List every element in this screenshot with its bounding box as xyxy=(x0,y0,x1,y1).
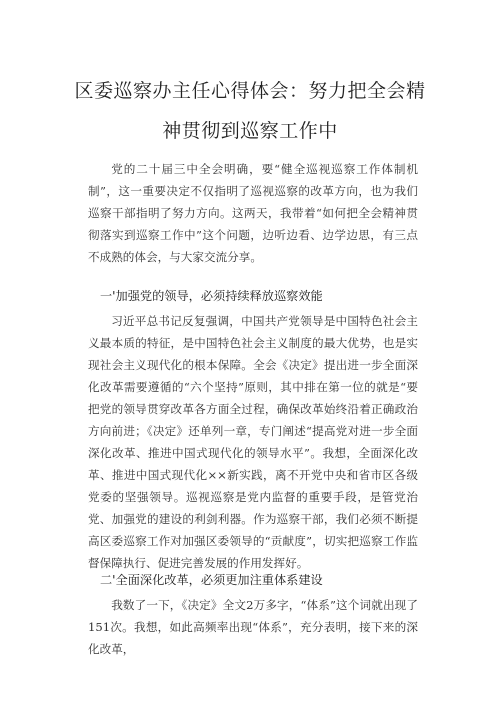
section-heading-1: 一'加强党的领导，必须持续释放巡察效能 xyxy=(100,289,323,303)
paragraph-section-2: 我数了一下，《决定》全文2万多字，“体系”这个词就出现了151次。我想，如此高频率出现“体系”，充分表明，接下来的深化改革， xyxy=(88,598,418,656)
document-title-line-2: 神贯彻到巡察工作中 xyxy=(162,120,338,142)
paragraph-section-1: 习近平总书记反复强调，中国共产党领导是中国特色社会主义最本质的特征，是中国特色社会主义制度的最大优势，也是实现社会主义现代化的根本保障。全会《决定》提出进一步全面深化改革需要遵循的“六个坚持”原则，其中排在第一位的就是“要把党的领导贯穿改革各方面全过程，确保改革始终沿着正确政治方向前进；《决定》还单列一章，专门阐述“提高党对进一步全面深化改革、推进中国式现代化的领导水平”。我想，全面深化改革、推进中国式现代化××新实践，离不开党中央和省市区各级党委的坚强领导。巡视巡察是党内监督的重要手段，是管党治党、加强党的建设的利剑利器。作为巡察干部，我们必须不断提高区委巡察工作对加强区委领导的“贡献度”，切实把巡察工作监督保障执行、促进完善发展的作用发挥好。 xyxy=(88,314,418,570)
document-title-line-1: 区委巡察办主任心得体会：努力把全会精 xyxy=(74,80,426,102)
section-heading-2: 二'全面深化改革，必须更加注重体系建设 xyxy=(100,573,323,587)
paragraph-intro: 党的二十届三中全会明确，要“健全巡视巡察工作体制机制”，这一重要决定不仅指明了巡视巡察的改革方向，也为我们巡察干部指明了努力方向。这两天，我带着“如何把全会精神贯彻落实到巡察工作中”这个问题，边听边看、边学边思，有三点不成熟的体会，与大家交流分享。 xyxy=(88,162,418,264)
